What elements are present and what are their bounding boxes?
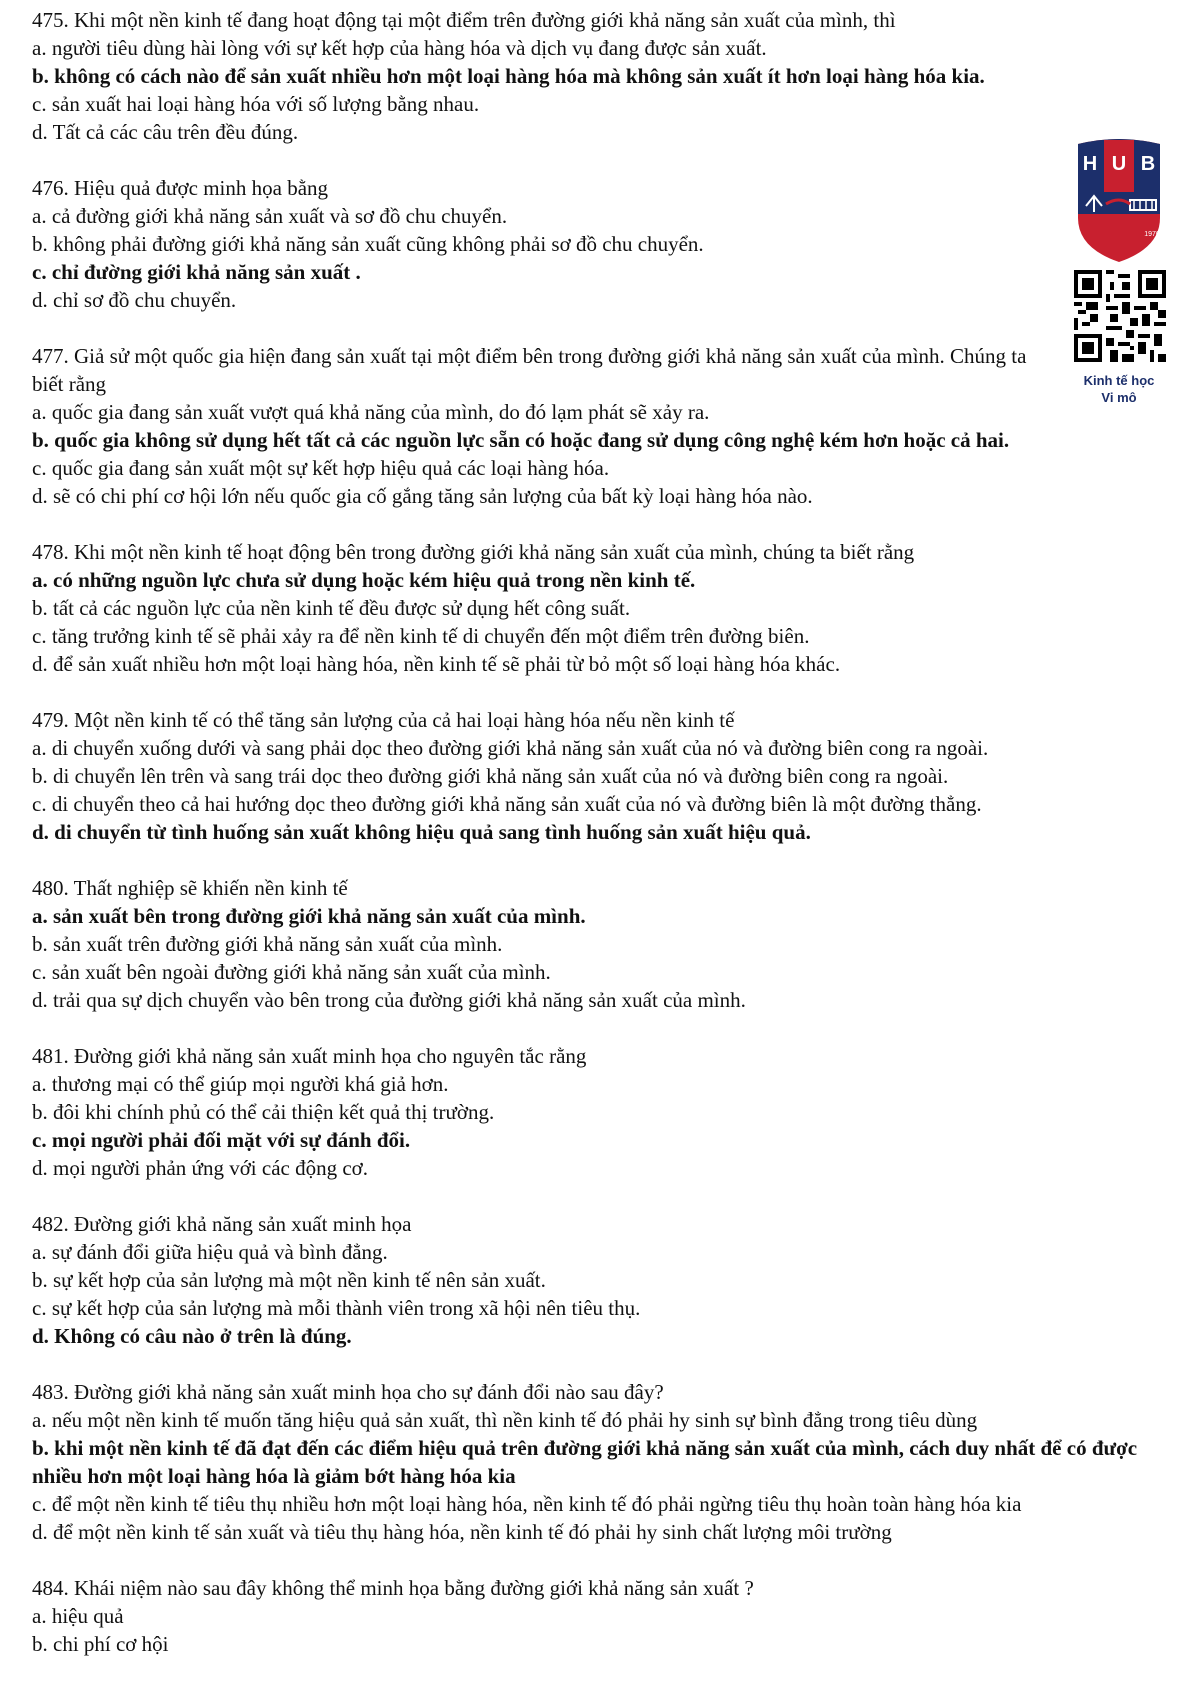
option-a: a. nếu một nền kinh tế muốn tăng hiệu quả sản xuất, thì nền kinh tế đó phải hy sinh sự bình đẳng trong tiêu dùng [32, 1408, 978, 1432]
question-title: 482. Đường giới khả năng sản xuất minh họa [32, 1212, 412, 1236]
option-d-correct: d. Không có câu nào ở trên là đúng. [32, 1324, 352, 1348]
question-476 [32, 174, 1172, 314]
option-c: c. tăng trưởng kinh tế sẽ phải xảy ra để nền kinh tế di chuyển đến một điểm trên đường biên. [32, 624, 810, 648]
question-title: 479. Một nền kinh tế có thể tăng sản lượng của cả hai loại hàng hóa nếu nền kinh tế [32, 708, 735, 732]
question-477 [32, 342, 1172, 510]
question-483 [32, 1378, 1172, 1546]
question-475 [32, 6, 1172, 146]
logo-year: 1976 [1144, 231, 1160, 238]
question-478 [32, 538, 1172, 678]
option-c: c. sự kết hợp của sản lượng mà mỗi thành viên trong xã hội nên tiêu thụ. [32, 1296, 641, 1320]
option-c: c. để một nền kinh tế tiêu thụ nhiều hơn một loại hàng hóa, nền kinh tế đó phải ngừng tiêu thụ hoàn toàn hàng hóa kia [32, 1492, 1022, 1516]
option-d-correct: d. di chuyển từ tình huống sản xuất không hiệu quả sang tình huống sản xuất hiệu quả. [32, 820, 811, 844]
logo-letter-u: U [1111, 153, 1127, 175]
option-b: b. tất cả các nguồn lực của nền kinh tế đều được sử dụng hết công suất. [32, 596, 631, 620]
option-b: b. sự kết hợp của sản lượng mà một nền kinh tế nên sản xuất. [32, 1268, 546, 1292]
question-title: 475. Khi một nền kinh tế đang hoạt động tại một điểm trên đường giới khả năng sản xuất của mình, thì [32, 8, 896, 32]
option-a: a. di chuyển xuống dưới và sang phải dọc theo đường giới khả năng sản xuất của nó và đường biên cong ra ngoài. [32, 736, 989, 760]
option-d: d. trải qua sự dịch chuyển vào bên trong của đường giới khả năng sản xuất của mình. [32, 988, 746, 1012]
logo-caption-subject: Kinh tế học [1083, 373, 1155, 388]
option-b: b. chi phí cơ hội [32, 1632, 169, 1656]
question-list [32, 6, 1172, 1686]
option-d: d. chỉ sơ đồ chu chuyển. [32, 288, 237, 312]
question-479 [32, 706, 1172, 846]
question-482 [32, 1210, 1172, 1350]
option-a-correct: a. sản xuất bên trong đường giới khả năng sản xuất của mình. [32, 904, 586, 928]
option-b-correct: b. quốc gia không sử dụng hết tất cả các nguồn lực sẵn có hoặc đang sử dụng công nghệ kém hơn hoặc cả hai. [32, 428, 1010, 452]
logo-letter-h: H [1082, 153, 1098, 175]
option-c: c. sản xuất hai loại hàng hóa với số lượng bằng nhau. [32, 92, 480, 116]
question-title: 483. Đường giới khả năng sản xuất minh họa cho sự đánh đổi nào sau đây? [32, 1380, 664, 1404]
option-b-correct: b. không có cách nào để sản xuất nhiều hơn một loại hàng hóa mà không sản xuất ít hơn loại hàng hóa kia. [32, 64, 985, 88]
option-d: d. mọi người phản ứng với các động cơ. [32, 1156, 369, 1180]
option-a: a. cả đường giới khả năng sản xuất và sơ đồ chu chuyển. [32, 204, 508, 228]
option-c: c. quốc gia đang sản xuất một sự kết hợp hiệu quả các loại hàng hóa. [32, 456, 610, 480]
question-title: 478. Khi một nền kinh tế hoạt động bên trong đường giới khả năng sản xuất của mình, chúng ta biết rằng [32, 540, 915, 564]
option-a: a. người tiêu dùng hài lòng với sự kết hợp của hàng hóa và dịch vụ đang được sản xuất. [32, 36, 767, 60]
question-title: 477. Giả sử một quốc gia hiện đang sản xuất tại một điểm bên trong đường giới khả năng sản xuất của mình. Chúng ta biết rằng [32, 344, 1027, 396]
option-a-correct: a. có những nguồn lực chưa sử dụng hoặc kém hiệu quả trong nền kinh tế. [32, 568, 696, 592]
question-title: 481. Đường giới khả năng sản xuất minh họa cho nguyên tắc rằng [32, 1044, 587, 1068]
logo-letter-b: B [1140, 153, 1156, 175]
option-b: b. di chuyển lên trên và sang trái dọc theo đường giới khả năng sản xuất của nó và đường biên cong ra ngoài. [32, 764, 949, 788]
option-a: a. quốc gia đang sản xuất vượt quá khả năng của mình, do đó lạm phát sẽ xảy ra. [32, 400, 710, 424]
question-title: 476. Hiệu quả được minh họa bằng [32, 176, 329, 200]
option-c-correct: c. mọi người phải đối mặt với sự đánh đổi. [32, 1128, 411, 1152]
option-d: d. để một nền kinh tế sản xuất và tiêu thụ hàng hóa, nền kinh tế đó phải hy sinh chất lượng môi trường [32, 1520, 892, 1544]
option-d: d. Tất cả các câu trên đều đúng. [32, 120, 299, 144]
question-481 [32, 1042, 1172, 1182]
question-480 [32, 874, 1172, 1014]
option-b: b. không phải đường giới khả năng sản xuất cũng không phải sơ đồ chu chuyển. [32, 232, 704, 256]
question-title: 480. Thất nghiệp sẽ khiến nền kinh tế [32, 876, 348, 900]
option-c-correct: c. chỉ đường giới khả năng sản xuất . [32, 260, 361, 284]
question-title: 484. Khái niệm nào sau đây không thể minh họa bằng đường giới khả năng sản xuất ? [32, 1576, 754, 1600]
option-d: d. để sản xuất nhiều hơn một loại hàng hóa, nền kinh tế sẽ phải từ bỏ một số loại hàng hóa khác. [32, 652, 841, 676]
option-a: a. sự đánh đổi giữa hiệu quả và bình đẳng. [32, 1240, 388, 1264]
option-a: a. thương mại có thể giúp mọi người khá giả hơn. [32, 1072, 449, 1096]
question-484 [32, 1574, 1172, 1658]
option-b: b. sản xuất trên đường giới khả năng sản xuất của mình. [32, 932, 503, 956]
option-a: a. hiệu quả [32, 1604, 124, 1628]
option-c: c. di chuyển theo cả hai hướng dọc theo đường giới khả năng sản xuất của nó và đường biên là một đường thẳng. [32, 792, 982, 816]
logo-caption-course: Vi mô [1101, 390, 1137, 405]
option-d: d. sẽ có chi phí cơ hội lớn nếu quốc gia cố gắng tăng sản lượng của bất kỳ loại hàng hóa nào. [32, 484, 813, 508]
option-c: c. sản xuất bên ngoài đường giới khả năng sản xuất của mình. [32, 960, 551, 984]
option-b-correct: b. khi một nền kinh tế đã đạt đến các điểm hiệu quả trên đường giới khả năng sản xuất của mình, cách duy nhất để có được nhiều hơn một loại hàng hóa là giảm bớt hàng hóa kia [32, 1436, 1138, 1488]
option-b: b. đôi khi chính phủ có thể cải thiện kết quả thị trường. [32, 1100, 495, 1124]
